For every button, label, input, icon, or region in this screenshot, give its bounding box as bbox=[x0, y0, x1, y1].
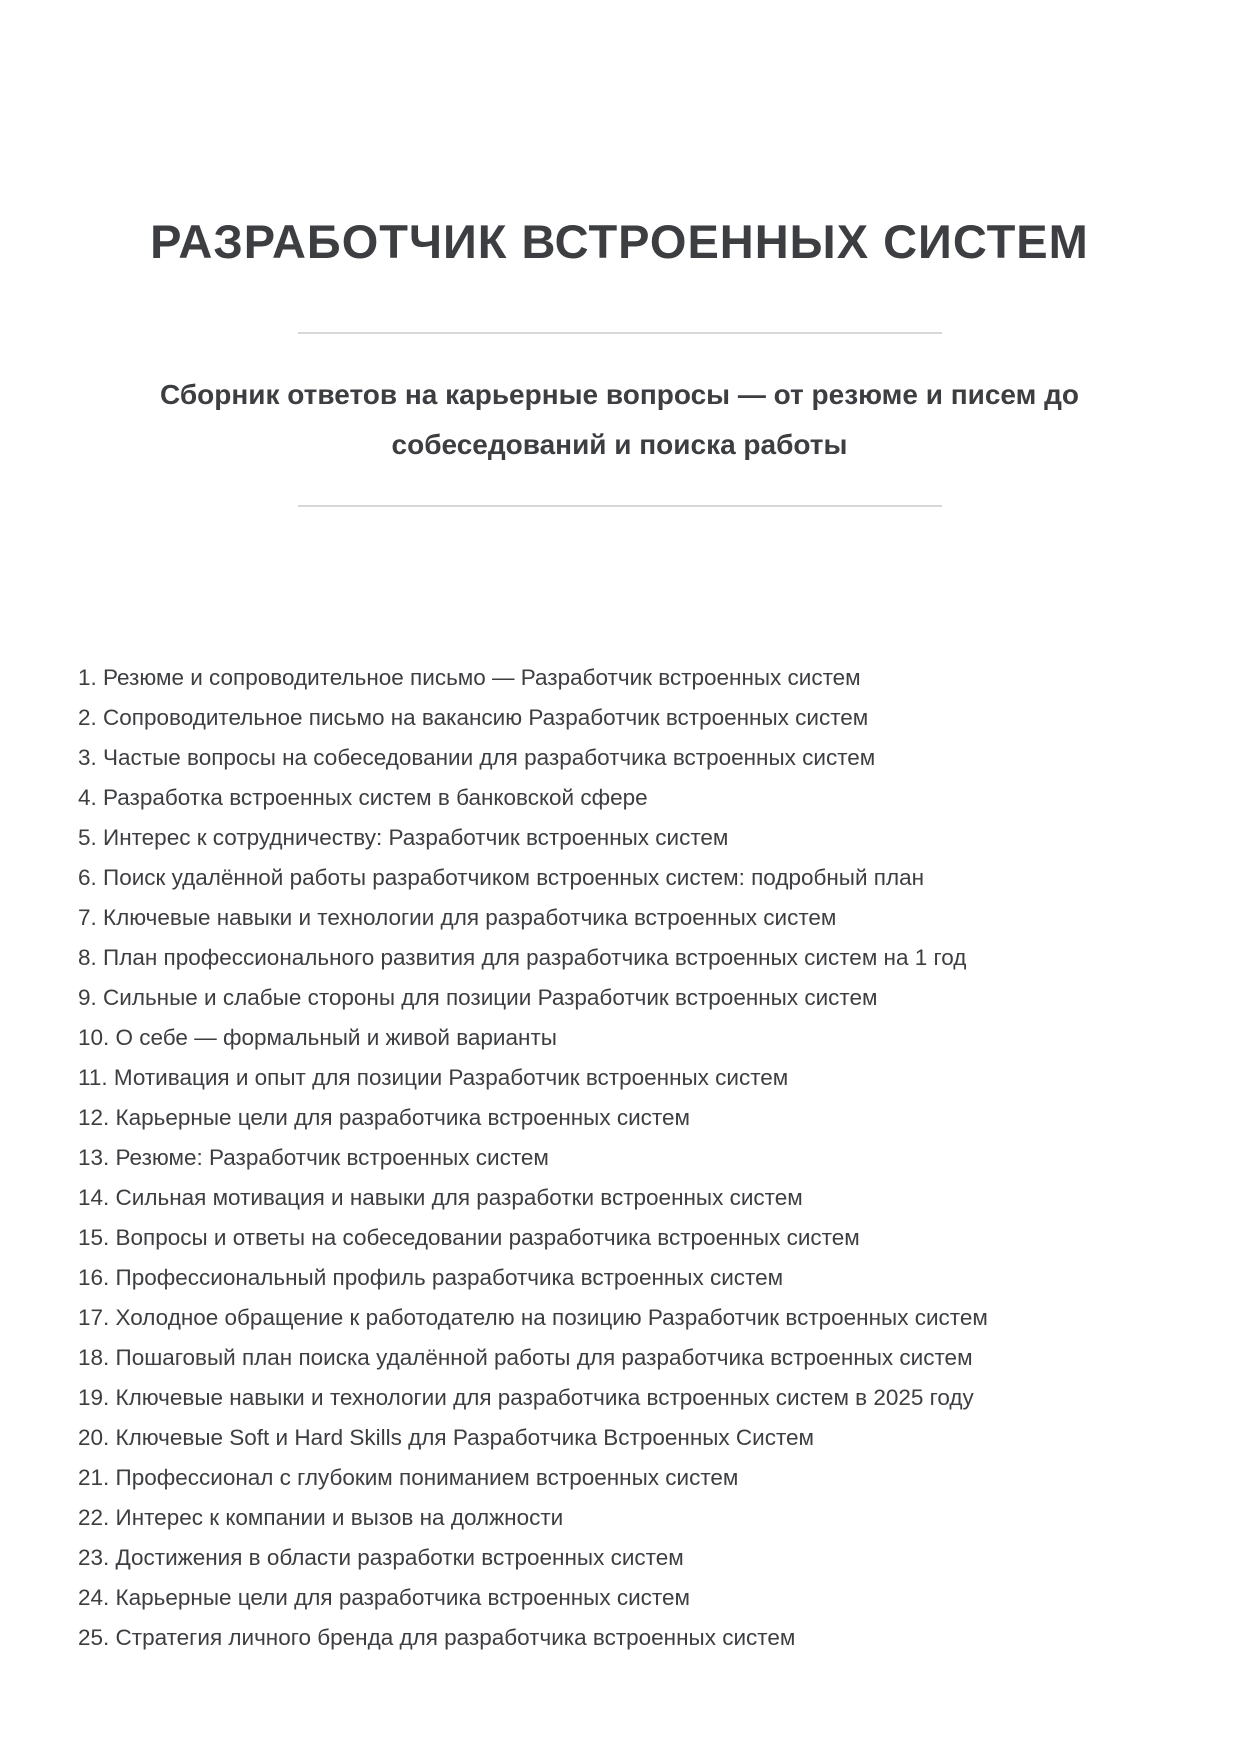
toc-item: 25. Стратегия личного бренда для разработчика встроенных систем bbox=[78, 1625, 796, 1650]
toc-item: 1. Резюме и сопроводительное письмо — Разработчик встроенных систем bbox=[78, 665, 861, 690]
toc-item: 12. Карьерные цели для разработчика встроенных систем bbox=[78, 1105, 690, 1130]
document-subtitle-line2: собеседований и поиска работы bbox=[391, 429, 848, 460]
toc-item: 22. Интерес к компании и вызов на должности bbox=[78, 1505, 564, 1530]
document-title: РАЗРАБОТЧИК ВСТРОЕННЫХ СИСТЕМ bbox=[150, 215, 1089, 269]
toc-item: 13. Резюме: Разработчик встроенных систем bbox=[78, 1145, 549, 1170]
document-subtitle bbox=[0, 370, 1239, 470]
toc-item: 4. Разработка встроенных систем в банковской сфере bbox=[78, 785, 648, 810]
toc-item: 24. Карьерные цели для разработчика встроенных систем bbox=[78, 1585, 690, 1610]
toc-item: 8. План профессионального развития для разработчика встроенных систем на 1 год bbox=[78, 945, 967, 970]
toc-item: 10. О себе — формальный и живой варианты bbox=[78, 1025, 557, 1050]
divider-bottom bbox=[298, 505, 942, 507]
divider-top bbox=[298, 332, 942, 334]
toc-item: 6. Поиск удалённой работы разработчиком встроенных систем: подробный план bbox=[78, 865, 925, 890]
toc-item: 7. Ключевые навыки и технологии для разработчика встроенных систем bbox=[78, 905, 837, 930]
toc-item: 16. Профессиональный профиль разработчика встроенных систем bbox=[78, 1265, 784, 1290]
toc-item: 19. Ключевые навыки и технологии для разработчика встроенных систем в 2025 году bbox=[78, 1385, 974, 1410]
toc-item: 9. Сильные и слабые стороны для позиции Разработчик встроенных систем bbox=[78, 985, 878, 1010]
toc-item: 11. Мотивация и опыт для позиции Разработчик встроенных систем bbox=[78, 1065, 789, 1090]
toc-item: 5. Интерес к сотрудничеству: Разработчик встроенных систем bbox=[78, 825, 729, 850]
toc-item: 20. Ключевые Soft и Hard Skills для Разработчика Встроенных Систем bbox=[78, 1425, 815, 1450]
toc-item: 21. Профессионал с глубоким пониманием встроенных систем bbox=[78, 1465, 739, 1490]
toc-item: 18. Пошаговый план поиска удалённой работы для разработчика встроенных систем bbox=[78, 1345, 973, 1370]
toc-item: 14. Сильная мотивация и навыки для разработки встроенных систем bbox=[78, 1185, 803, 1210]
toc-item: 3. Частые вопросы на собеседовании для разработчика встроенных систем bbox=[78, 745, 876, 770]
toc-list bbox=[78, 658, 1199, 1658]
document-subtitle-line1: Сборник ответов на карьерные вопросы — от резюме и писем до bbox=[160, 379, 1079, 410]
toc-item: 23. Достижения в области разработки встроенных систем bbox=[78, 1545, 684, 1570]
toc-item: 17. Холодное обращение к работодателю на позицию Разработчик встроенных систем bbox=[78, 1305, 988, 1330]
toc-item: 2. Сопроводительное письмо на вакансию Разработчик встроенных систем bbox=[78, 705, 869, 730]
toc-item: 15. Вопросы и ответы на собеседовании разработчика встроенных систем bbox=[78, 1225, 860, 1250]
